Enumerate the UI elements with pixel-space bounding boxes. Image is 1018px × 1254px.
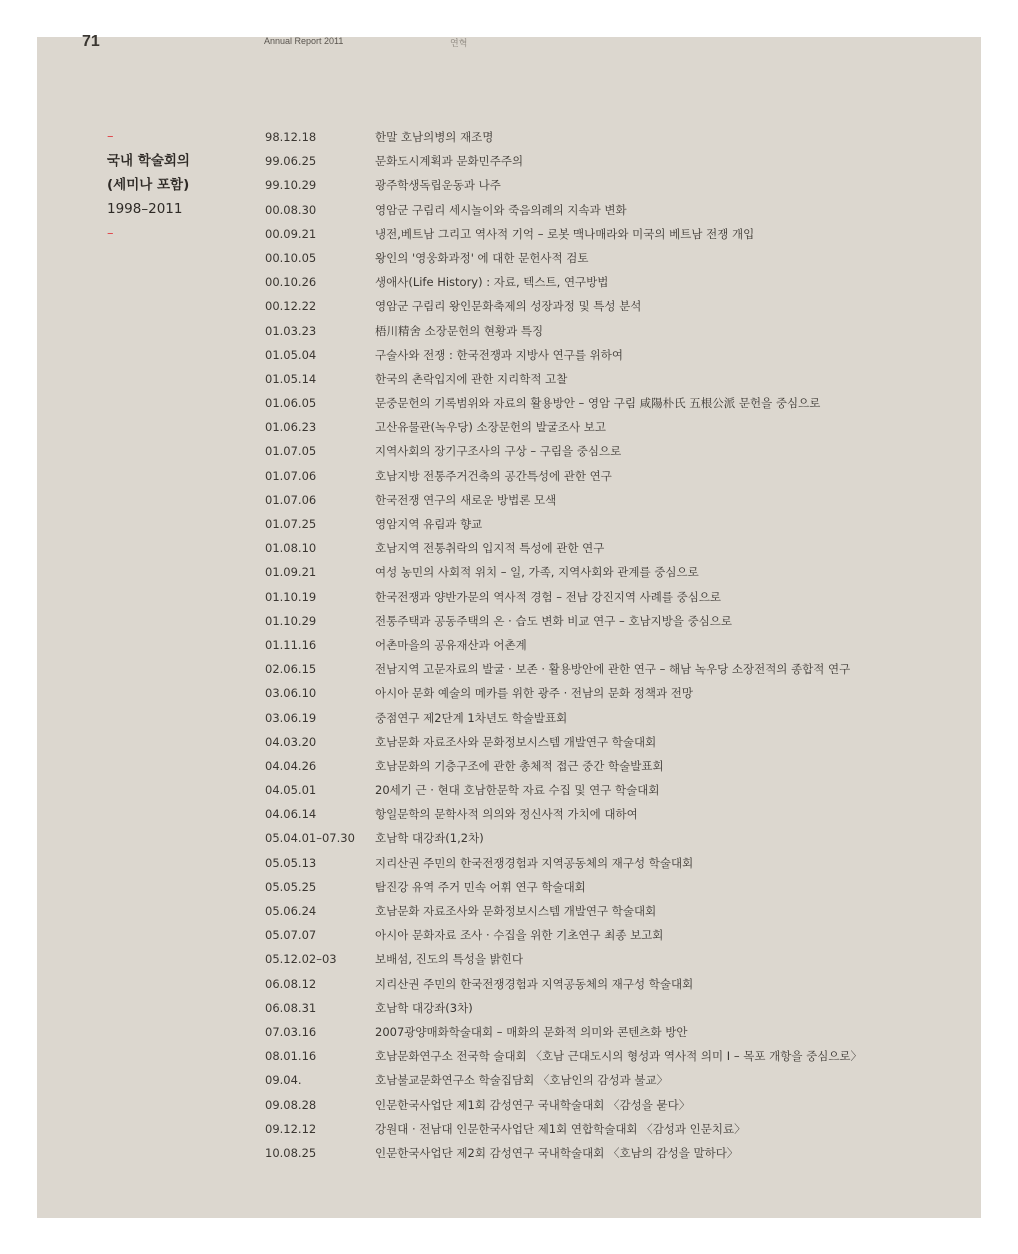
list-item <box>265 536 862 560</box>
event-date: 98.12.18 <box>265 130 317 144</box>
event-title: 호남불교문화연구소 학술집담회 〈호남인의 감성과 불교〉 <box>375 1073 669 1088</box>
event-title: 지역사회의 장기구조사의 구상 – 구림을 중심으로 <box>375 444 622 459</box>
event-date: 00.09.21 <box>265 226 317 241</box>
event-date: 00.10.26 <box>265 275 317 290</box>
event-title: 梧川精舍 소장문헌의 현황과 특징 <box>375 323 544 338</box>
event-date: 01.10.19 <box>265 589 317 604</box>
list-item <box>265 246 862 270</box>
page-number: 71 <box>82 33 100 50</box>
event-date: 05.12.02–03 <box>265 952 337 967</box>
list-item <box>265 343 862 367</box>
event-date: 01.07.25 <box>265 517 317 531</box>
event-date: 01.06.23 <box>265 420 317 435</box>
list-item <box>265 802 862 826</box>
event-date: 05.04.01–07.30 <box>265 831 355 846</box>
event-date: 01.07.05 <box>265 444 317 459</box>
list-item <box>265 173 862 197</box>
list-item <box>265 996 862 1020</box>
event-title: 문중문헌의 기록범위와 자료의 활용방안 – 영암 구림 咸陽朴氏 五根公派 문헌을 중심으로 <box>375 396 821 411</box>
event-date: 01.10.29 <box>265 613 317 628</box>
event-date: 05.07.07 <box>265 928 317 943</box>
event-title: 인문한국사업단 제1회 감성연구 국내학술대회 〈감성을 묻다〉 <box>375 1097 691 1112</box>
event-date: 00.10.05 <box>265 250 317 265</box>
event-title: 구술사와 전쟁 : 한국전쟁과 지방사 연구를 위하여 <box>375 347 623 362</box>
list-item <box>265 488 862 512</box>
list-item <box>265 851 862 875</box>
list-item <box>265 681 862 705</box>
list-item <box>265 1020 862 1044</box>
event-title: 2007광양매화학술대회 – 매화의 문화적 의미와 콘텐츠화 방안 <box>375 1024 688 1039</box>
event-date: 00.08.30 <box>265 202 317 217</box>
list-item <box>265 778 862 802</box>
section-title: 연혁 <box>450 39 468 49</box>
event-title: 영암지역 유림과 향교 <box>375 517 483 531</box>
event-title: 지리산권 주민의 한국전쟁경험과 지역공동체의 재구성 학술대회 <box>375 855 694 870</box>
event-title: 호남문화 자료조사와 문화정보시스템 개발연구 학술대회 <box>375 904 657 918</box>
event-title: 보배섬, 진도의 특성을 밝힌다 <box>375 952 523 967</box>
event-title: 생애사(Life History) : 자료, 텍스트, 연구방법 <box>375 275 609 290</box>
list-item <box>265 706 862 730</box>
list-item <box>265 1117 862 1141</box>
event-title: 광주학생독립운동과 나주 <box>375 178 501 193</box>
list-item <box>265 899 862 923</box>
list-item <box>265 125 862 149</box>
event-title: 호남학 대강좌(3차) <box>375 1000 473 1015</box>
list-item <box>265 947 862 971</box>
list-item <box>265 270 862 294</box>
event-title: 호남문화의 기층구조에 관한 총체적 접근 중간 학술발표회 <box>375 758 664 773</box>
event-title: 호남지방 전통주거건축의 공간특성에 관한 연구 <box>375 468 612 483</box>
event-date: 01.09.21 <box>265 565 317 580</box>
list-item <box>265 730 862 754</box>
event-date: 03.06.10 <box>265 686 317 701</box>
list-item <box>265 198 862 222</box>
event-title: 항일문학의 문학사적 의의와 정신사적 가치에 대하여 <box>375 807 638 822</box>
event-title: 호남문화 자료조사와 문화정보시스템 개발연구 학술대회 <box>375 734 657 749</box>
event-title: 아시아 문화 예술의 메카를 위한 광주 · 전남의 문화 정책과 전망 <box>375 686 693 701</box>
event-date: 06.08.12 <box>265 976 317 991</box>
event-title: 탐진강 유역 주거 민속 어휘 연구 학술대회 <box>375 879 586 894</box>
event-title: 영암군 구림리 세시놀이와 죽음의례의 지속과 변화 <box>375 202 627 217</box>
event-title: 문화도시계획과 문화민주주의 <box>375 154 524 169</box>
list-item <box>265 391 862 415</box>
event-date: 01.11.16 <box>265 637 317 652</box>
event-title: 강원대 · 전남대 인문한국사업단 제1회 연합학술대회 〈감성과 인문치료〉 <box>375 1121 746 1136</box>
event-title: 20세기 근 · 현대 호남한문학 자료 수집 및 연구 학술대회 <box>375 783 660 798</box>
event-date: 01.05.14 <box>265 371 317 386</box>
event-title: 어촌마을의 공유재산과 어촌계 <box>375 637 527 652</box>
event-date: 06.08.31 <box>265 1000 317 1015</box>
event-date: 01.06.05 <box>265 396 317 411</box>
list-item <box>265 149 862 173</box>
heading-marker-top: – <box>107 129 114 144</box>
event-title: 한말 호남의병의 재조명 <box>375 130 494 144</box>
list-item <box>265 512 862 536</box>
event-date: 05.06.24 <box>265 904 317 918</box>
event-date: 00.12.22 <box>265 299 317 314</box>
heading-marker-bottom: – <box>107 225 114 241</box>
list-item <box>265 1044 862 1068</box>
event-date: 09.08.28 <box>265 1097 317 1112</box>
event-title: 한국전쟁과 양반가문의 역사적 경험 – 전남 강진지역 사례를 중심으로 <box>375 589 722 604</box>
event-date: 01.08.10 <box>265 541 317 556</box>
list-item <box>265 585 862 609</box>
list-item <box>265 464 862 488</box>
event-title: 아시아 문화자료 조사 · 수집을 위한 기초연구 최종 보고회 <box>375 928 664 943</box>
list-item <box>265 609 862 633</box>
event-list <box>265 125 862 1165</box>
event-title: 호남문화연구소 전국학 술대회 〈호남 근대도시의 형성과 역사적 의미 I – 목포 개항을 중심으로〉 <box>375 1049 863 1064</box>
list-item <box>265 1093 862 1117</box>
event-title: 전통주택과 공동주택의 온 · 습도 변화 비교 연구 – 호남지방을 중심으로 <box>375 613 733 628</box>
list-item <box>265 826 862 850</box>
list-item <box>265 657 862 681</box>
heading-period: 1998–2011 <box>107 201 183 218</box>
list-item <box>265 923 862 947</box>
list-item <box>265 560 862 584</box>
event-title: 여성 농민의 사회적 위치 – 일, 가족, 지역사회와 관계를 중심으로 <box>375 565 699 580</box>
list-item <box>265 415 862 439</box>
list-item <box>265 367 862 391</box>
event-date: 04.05.01 <box>265 783 317 798</box>
event-title: 전남지역 고문자료의 발굴 · 보존 · 활용방안에 관한 연구 – 해남 녹우당 소장전적의 종합적 연구 <box>375 662 851 677</box>
list-item <box>265 294 862 318</box>
event-date: 09.12.12 <box>265 1121 317 1136</box>
list-item <box>265 222 862 246</box>
event-date: 03.06.19 <box>265 710 317 725</box>
list-item <box>265 439 862 463</box>
event-title: 영암군 구림리 왕인문화축제의 성장과정 및 특성 분석 <box>375 299 642 314</box>
event-date: 04.04.26 <box>265 758 317 773</box>
event-date: 09.04. <box>265 1073 302 1088</box>
event-date: 05.05.25 <box>265 879 317 894</box>
event-title: 인문한국사업단 제2회 감성연구 국내학술대회 〈호남의 감성을 말하다〉 <box>375 1145 739 1160</box>
list-item <box>265 319 862 343</box>
heading-line-2: (세미나 포함) <box>107 177 190 194</box>
heading-line-1: 국내 학술회의 <box>107 153 190 169</box>
event-date: 08.01.16 <box>265 1049 317 1064</box>
event-date: 04.06.14 <box>265 807 317 822</box>
event-date: 05.05.13 <box>265 855 317 870</box>
event-date: 01.07.06 <box>265 492 317 507</box>
event-date: 04.03.20 <box>265 734 317 749</box>
event-title: 고산유물관(녹우당) 소장문헌의 발굴조사 보고 <box>375 420 607 435</box>
event-title: 냉전,베트남 그리고 역사적 기억 – 로봇 맥나매라와 미국의 베트남 전쟁 개입 <box>375 226 755 241</box>
list-item <box>265 972 862 996</box>
event-title: 중점연구 제2단계 1차년도 학술발표회 <box>375 710 568 725</box>
side-heading <box>107 125 247 246</box>
event-date: 99.06.25 <box>265 154 317 169</box>
event-title: 호남지역 전통취락의 입지적 특성에 관한 연구 <box>375 541 605 556</box>
list-item <box>265 754 862 778</box>
event-date: 01.03.23 <box>265 323 317 338</box>
event-date: 01.05.04 <box>265 347 317 362</box>
event-title: 한국전쟁 연구의 새로운 방법론 모색 <box>375 492 557 507</box>
event-date: 01.07.06 <box>265 468 317 483</box>
list-item <box>265 1068 862 1092</box>
list-item <box>265 875 862 899</box>
event-date: 02.06.15 <box>265 662 317 677</box>
event-title: 왕인의 '영웅화과정' 에 대한 문헌사적 검토 <box>375 250 589 265</box>
list-item <box>265 633 862 657</box>
event-title: 호남학 대강좌(1,2차) <box>375 831 484 846</box>
event-title: 지리산권 주민의 한국전쟁경험과 지역공동체의 재구성 학술대회 <box>375 976 694 991</box>
event-date: 10.08.25 <box>265 1145 317 1160</box>
event-title: 한국의 촌락입지에 관한 지리학적 고찰 <box>375 371 568 386</box>
list-item <box>265 1141 862 1165</box>
event-date: 99.10.29 <box>265 178 317 193</box>
running-header: Annual Report 2011 <box>264 36 344 46</box>
event-date: 07.03.16 <box>265 1024 317 1039</box>
